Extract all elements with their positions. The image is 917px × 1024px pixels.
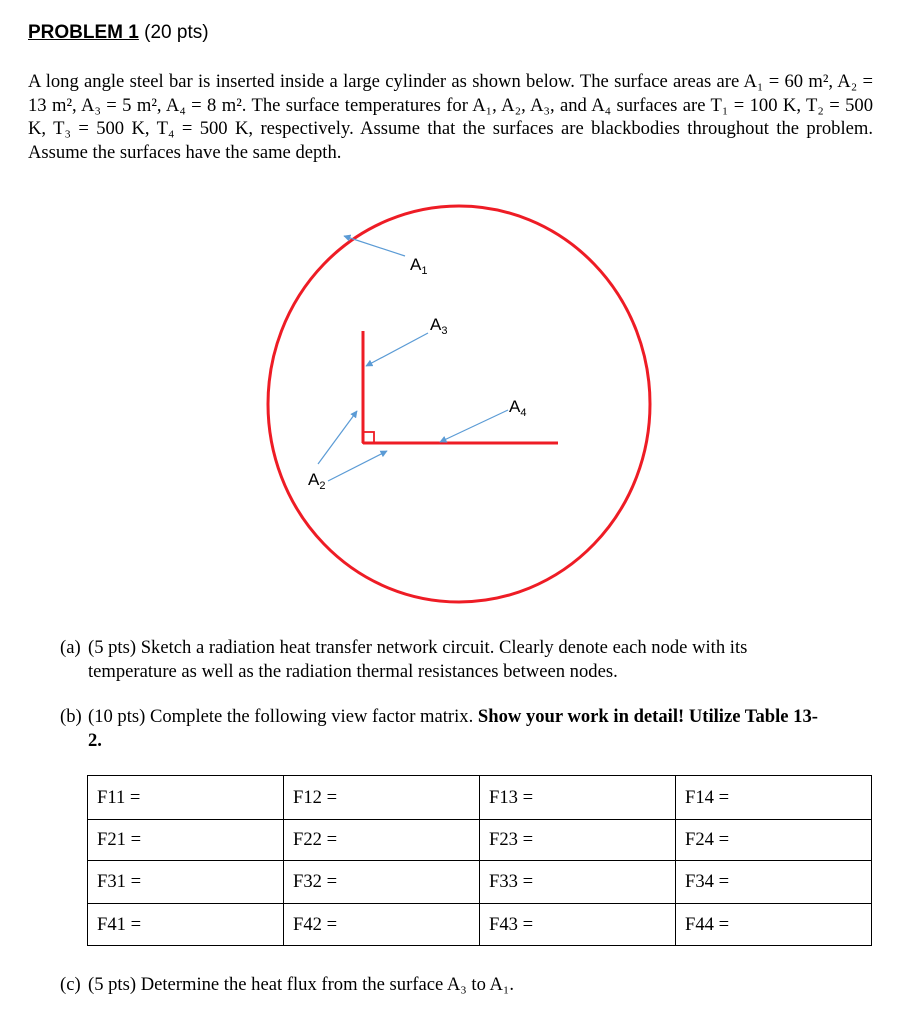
question-b-bold-line1: Show your work in detail! Utilize Table 13-	[477, 706, 818, 727]
question-a-label: (a)	[60, 637, 81, 658]
question-b	[60, 705, 872, 752]
matrix-cell-f32: F32 =	[284, 861, 480, 904]
problem-title: PROBLEM 1	[28, 22, 139, 43]
matrix-row-3	[88, 861, 872, 904]
matrix-cell-f33: F33 =	[480, 861, 676, 904]
arrow-a2-right	[328, 451, 387, 481]
view-factor-matrix	[87, 775, 872, 946]
question-a-points: (5 pts)	[88, 637, 137, 658]
matrix-cell-f11: F11 =	[88, 776, 284, 820]
question-a-line2: temperature as well as the radiation thermal resistances between nodes.	[88, 660, 618, 682]
arrow-a3	[366, 333, 428, 366]
matrix-row-1	[88, 776, 872, 820]
matrix-cell-f13: F13 =	[480, 776, 676, 820]
matrix-cell-f21: F21 =	[88, 820, 284, 861]
problem-points: (20 pts)	[144, 22, 209, 43]
matrix-cell-f44: F44 =	[676, 904, 872, 946]
matrix-cell-f14: F14 =	[676, 776, 872, 820]
matrix-row-2	[88, 820, 872, 861]
question-b-text: Complete the following view factor matrix.	[149, 706, 474, 727]
question-c-label: (c)	[60, 974, 81, 995]
label-a2: $A_2$	[308, 470, 326, 492]
label-a3: $A_3$	[430, 315, 448, 337]
label-a4: $A_4$	[509, 397, 527, 419]
matrix-cell-f12: F12 =	[284, 776, 480, 820]
question-c-text: Determine the heat flux from the surface A₃ to A₁.	[140, 974, 515, 995]
problem-statement: A long angle steel bar is inserted inside a large cylinder as shown below. The surface areas are A₁ = 60 m², A₂ = 13 m², A₃ = 5 m², A₄ = 8 m². The surface temperatures for A₁, A₂, A₃, and A₄ surfaces are T₁ = 100 K, T₂ = 500 K, T₃ = 500 K, T₄ = 500 K, respectively. Assume that the surfaces are blackbodies throughout the problem. Assume the surfaces have the same depth.	[28, 71, 873, 163]
arrow-a4	[440, 410, 508, 442]
question-b-bold-line2: 2.	[88, 729, 102, 751]
question-c	[60, 973, 872, 997]
matrix-row-4	[88, 904, 872, 946]
label-a1: $A_1$	[410, 255, 428, 277]
arrow-a2-up	[318, 411, 357, 464]
matrix-cell-f43: F43 =	[480, 904, 676, 946]
matrix-cell-f23: F23 =	[480, 820, 676, 861]
arrow-a1	[344, 236, 405, 256]
cylinder-circle	[268, 206, 650, 602]
matrix-cell-f42: F42 =	[284, 904, 480, 946]
question-c-points: (5 pts)	[88, 974, 137, 995]
matrix-cell-f24: F24 =	[676, 820, 872, 861]
question-b-label: (b)	[60, 706, 82, 727]
matrix-cell-f41: F41 =	[88, 904, 284, 946]
right-angle-marker	[363, 432, 374, 443]
question-b-points: (10 pts)	[88, 706, 146, 727]
matrix-cell-f31: F31 =	[88, 861, 284, 904]
question-a	[60, 636, 872, 683]
matrix-cell-f22: F22 =	[284, 820, 480, 861]
matrix-cell-f34: F34 =	[676, 861, 872, 904]
question-a-line1: Sketch a radiation heat transfer network circuit. Clearly denote each node with its	[140, 637, 748, 658]
